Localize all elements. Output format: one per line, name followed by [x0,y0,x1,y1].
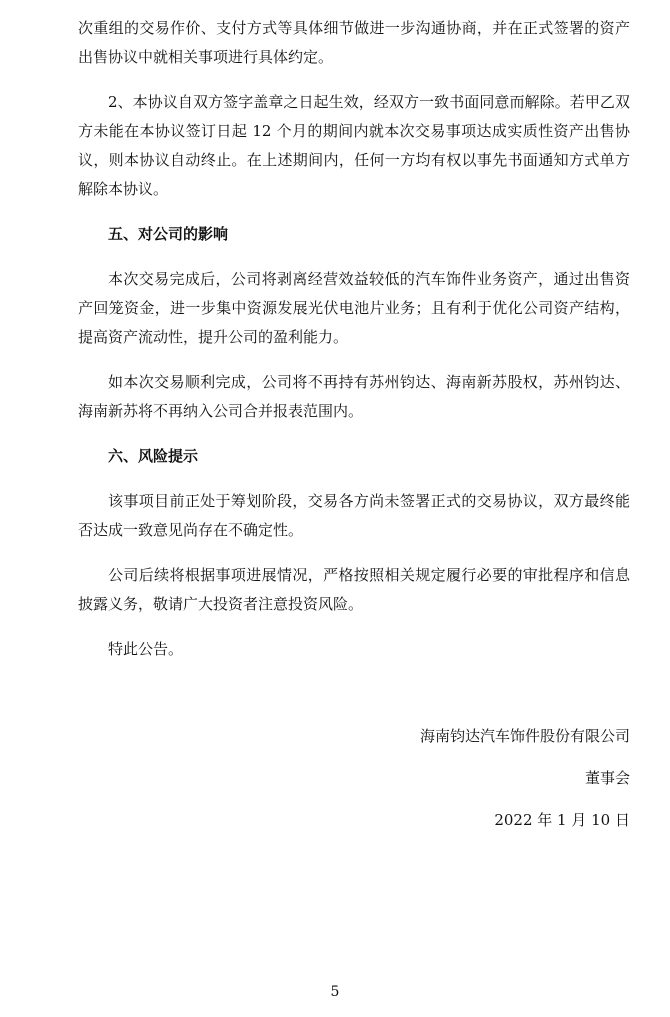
closing-statement: 特此公告。 [108,640,184,658]
section-6-paragraph-1: 该事项目前正处于筹划阶段，交易各方尚未签署正式的交易协议，双方最终能否达成一致意见尚存在不确定性。 [78,492,630,539]
page-number: 5 [330,984,340,1000]
signature-board: 董事会 [584,769,630,787]
section-5-heading: 五、对公司的影响 [108,225,229,243]
continuation-paragraph: 次重组的交易作价、支付方式等具体细节做进一步沟通协商，并在正式签署的资产出售协议中就相关事项进行具体约定。 [78,19,630,66]
clause-2-paragraph: 2、本协议自双方签字盖章之日起生效，经双方一致书面同意而解除。若甲乙双方未能在本协议签订日起 12 个月的期间内就本次交易事项达成实质性资产出售协议，则本协议自动终止。在上述期间内，任何一方均有权以事先书面通知方式单方解除本协议。 [78,93,630,198]
section-6-paragraph-2: 公司后续将根据事项进展情况，严格按照相关规定履行必要的审批程序和信息披露义务，敬请广大投资者注意投资风险。 [78,566,630,613]
document-body [78,14,630,680]
signature-company: 海南钧达汽车饰件股份有限公司 [419,727,630,745]
section-5-paragraph-1: 本次交易完成后，公司将剥离经营效益较低的汽车饰件业务资产，通过出售资产回笼资金，进一步集中资源发展光伏电池片业务；且有利于优化公司资产结构，提高资产流动性，提升公司的盈利能力。 [78,270,630,346]
section-5-paragraph-2: 如本次交易顺利完成，公司将不再持有苏州钧达、海南新苏股权，苏州钧达、海南新苏将不再纳入公司合并报表范围内。 [78,373,630,420]
section-6-heading: 六、风险提示 [108,447,199,465]
signature-date: 2022 年 1 月 10 日 [494,811,630,829]
